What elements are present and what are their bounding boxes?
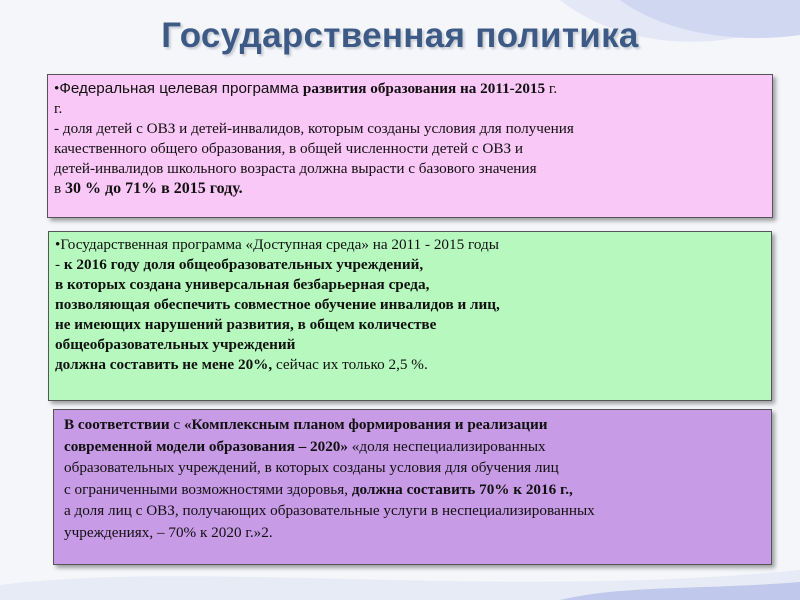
block1-line-5: детей-инвалидов школьного возраста должна вырасти с базового значения — [54, 160, 537, 177]
block1-line-2: г. — [54, 100, 63, 117]
block3-line-1: В соответствии с «Комплексным планом формирования и реализации — [64, 416, 548, 433]
block2-line-2: - к 2016 году доля общеобразовательных учреждений, — [55, 256, 424, 273]
block2-line-3: в которых создана универсальная безбарьерная среда, — [55, 276, 430, 293]
block1-line-1: •Федеральная целевая программа развития образования на 2011-2015 г. — [54, 80, 558, 97]
block2-line-1: •Государственная программа «Доступная среда» на 2011 - 2015 годы — [55, 236, 499, 253]
block3-line-3: образовательных учреждений, в которых созданы условия для обучения лиц — [64, 459, 559, 476]
block1-line-6: в 30 % до 71% в 2015 году. — [54, 180, 243, 197]
bullet-icon: • — [54, 80, 60, 97]
federal-program-block — [47, 74, 773, 218]
block3-line-2: современной модели образования – 2020» «доля неспециализированных — [64, 437, 546, 455]
block3-line-6: учреждениях, – 70% к 2020 г.»2. — [64, 523, 273, 541]
bullet-icon: • — [55, 236, 61, 253]
block1-line-3: - доля детей с ОВЗ и детей-инвалидов, которым созданы условия для получения — [54, 120, 574, 137]
block3-line-4: с ограниченными возможностями здоровья, должна составить 70% к 2016 г., — [64, 480, 573, 498]
block3-line-5: а доля лиц с ОВЗ, получающих образовательные услуги в неспециализированных — [64, 502, 595, 519]
block1-line-4: качественного общего образования, в общей численности детей с ОВЗ и — [54, 140, 523, 157]
accessible-environment-block — [48, 231, 772, 401]
slide-title: Государственная политика — [161, 16, 639, 55]
block2-line-5: не имеющих нарушений развития, в общем количестве — [55, 316, 437, 333]
modern-education-model-block — [53, 409, 772, 565]
block2-line-6: общеобразовательных учреждений — [55, 336, 296, 353]
block2-line-4: позволяющая обеспечить совместное обучение инвалидов и лиц, — [55, 296, 500, 313]
block2-line-7: должна составить не мене 20%, сейчас их только 2,5 %. — [55, 356, 428, 373]
